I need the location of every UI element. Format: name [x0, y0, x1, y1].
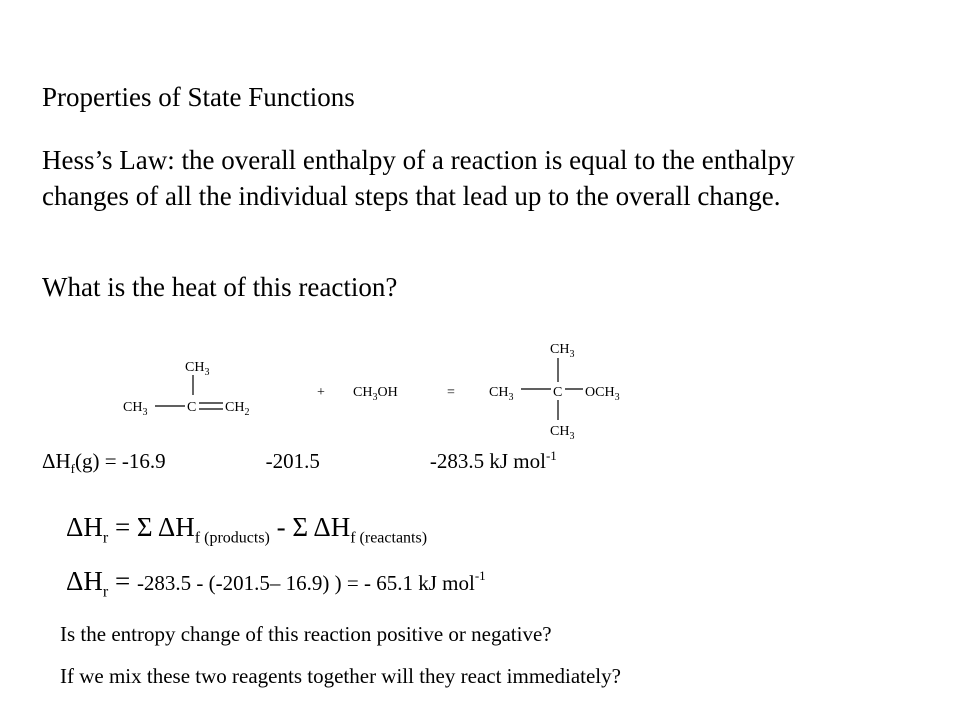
plus-sign: +: [317, 385, 325, 400]
isobutylene-ch2: $CH_2$: [225, 400, 250, 418]
isobutylene-ch3-left: $CH_3$: [123, 400, 148, 418]
mtbe-ch3-bottom: $CH_3$: [550, 424, 575, 442]
methanol: $CH_3OH$: [353, 385, 398, 403]
question-heat: What is the heat of this reaction?: [42, 272, 398, 302]
mtbe-ch3-top: $CH_3$: [550, 342, 575, 360]
isobutylene-c: C: [187, 400, 197, 415]
isobutylene-ch3-top: $CH_3$: [185, 360, 210, 378]
hess-law-text: Hess’s Law: the overall enthalpy of a reaction is equal to the enthalpy changes of all the individual steps that lead up to the overall change.: [42, 145, 795, 211]
slide-title: Properties of State Functions: [42, 82, 355, 112]
mtbe-c: C: [553, 385, 563, 400]
equals-sign: =: [447, 385, 455, 400]
hess-equation: $\Delta H_r = \Sigma$ $\Delta H_{f (products)}$ - Σ $\Delta H_{f (reactants)}$: [66, 512, 428, 547]
question-entropy: Is the entropy change of this reaction positive or negative?: [60, 622, 552, 646]
heat-calculation: $\Delta H_r = -283.5 - (-201.5-$ 16.9) ) = - 65.1 kJ mol$^{-1}$: [66, 566, 486, 601]
question-react: If we mix these two reagents together will they react immediately?: [60, 664, 621, 688]
enthalpy-formation-row: $\Delta H_f(g) = -16.9$ -201.5 -283.5 kJ mol$^{-1}$: [42, 448, 557, 477]
mtbe-och3: $OCH_3$: [585, 385, 620, 403]
reaction-structure: [105, 330, 665, 450]
mtbe-ch3-left: $CH_3$: [489, 385, 514, 403]
